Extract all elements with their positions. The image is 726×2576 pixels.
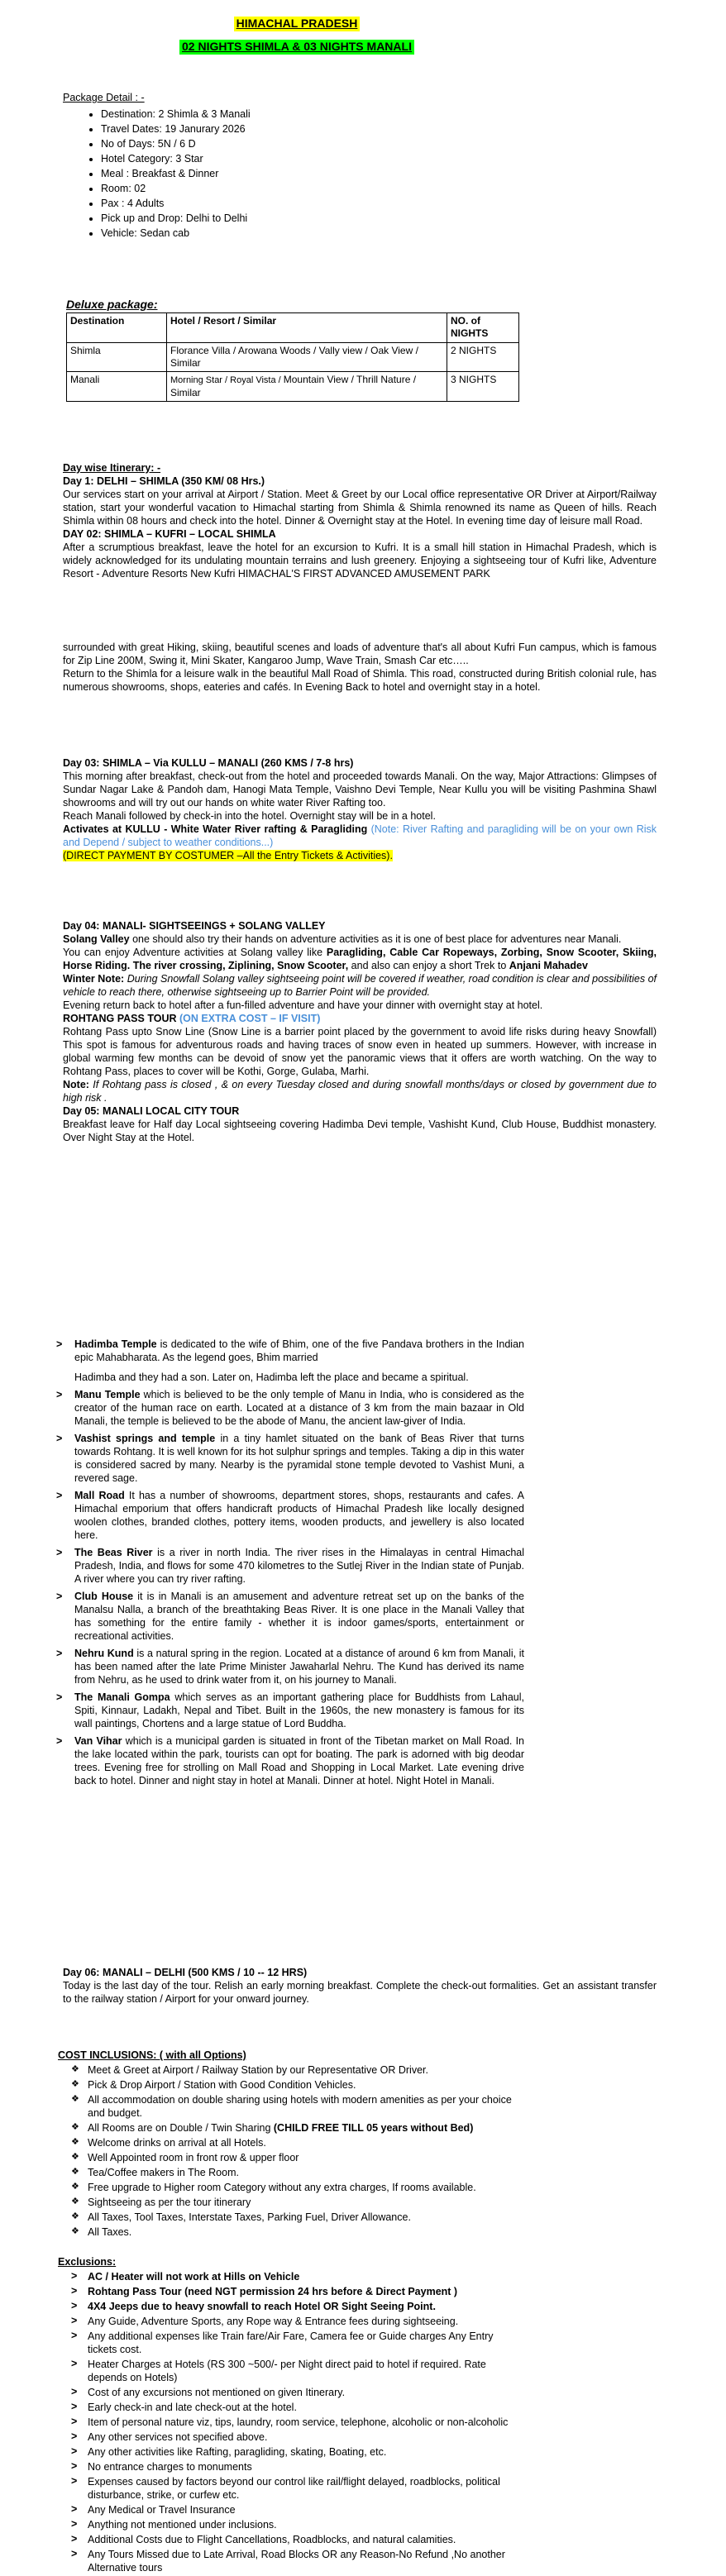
exclusion-item [71,2270,524,2283]
place-description-extra: Hadimba and they had a son. Later on, Hadimba left the place and became a spiritual. [74,1371,469,1383]
rohtang-note-label: Note: [63,1079,89,1090]
rohtang-title-row [63,1012,657,1025]
exclusion-item [71,2358,524,2384]
col-destination: Destination [67,312,167,342]
day3-direct-payment: (DIRECT PAYMENT BY COSTUMER –All the Entry Tickets & Activities). [63,850,393,861]
inclusions-section [0,2049,594,2240]
day2-text: After a scrumptious breakfast, leave the hotel for an excursion to Kufri. It is a small hill station in Himachal Pradesh, which is widely acknowledged for its undulating mountain terrains and lush greenery. Enjoying a sightseeing tour of Kufri like, Adventure Resort - Adventure Resorts New Kufri HIMACHAL'S FIRST ADVANCED AMUSEMENT PARK [63,541,657,580]
day4-trek: Anjani Mahadev [509,960,588,971]
arrow-bullet-icon: > [71,2416,78,2427]
hotel-small-text: Morning Star / Royal Vista / [170,375,284,386]
day3-activity [63,823,657,849]
place-item [56,1388,524,1428]
list-item: • Pick up and Drop: Delhi to Delhi [101,212,657,225]
exclusions-heading: Exclusions: [58,2256,117,2268]
place-item [56,1338,524,1384]
arrow-icon: > [56,1490,63,1501]
places-list [0,1338,594,1787]
day3-section [0,756,726,862]
exclusion-item [71,2518,524,2531]
list-item: • Vehicle: Sedan cab [101,227,657,240]
day1-title: Day 1: DELHI – SHIMLA (350 KM/ 08 Hrs.) [63,475,265,487]
day4-p2-text-b: and also can enjoy a short Trek to [348,960,509,971]
place-item [56,1590,524,1643]
list-item: • Travel Dates: 19 Janurary 2026 [101,122,657,136]
rohtang-title: ROHTANG PASS TOUR [63,1013,177,1024]
day6-text: Today is the last day of the tour. Relish an early morning breakfast. Complete the check-out formalities. Get an assistant transfer to the railway station / Airport for your onward journey. [63,1980,657,2005]
exclusion-text: Expenses caused by factors beyond our control like rail/flight delayed, roadblocks, political disturbance, strike, or curfew etc. [88,2476,500,2501]
exclusion-item [71,2416,524,2429]
arrow-bullet-icon: > [71,2431,78,2442]
day4-evening: Evening return back to hotel after a fun-filled adventure and have your dinner with overnight stay at hotel. [63,999,543,1011]
exclusion-text: Early check-in and late check-out at the hotel. [88,2402,297,2413]
deluxe-table [66,312,519,402]
place-name: The Beas River [74,1547,153,1558]
arrow-bullet-icon: > [71,2503,78,2515]
day1-text: Our services start on your arrival at Airport / Station. Meet & Greet by our Local office representative OR Driver at Airport/Railway station, start your wonderful vacation to Himachal starting from Shimla & Shimla renowned its name as Queen of hills. Reach Shimla within 08 hours and check into the hotel. Dinner & Overnight stay at the Hotel. In evening time day of leisure mall Road. [63,489,657,527]
place-description: is a river in north India. The river rises in the Himalayas in central Himachal Pradesh, India, and flows for some 470 kilometres to the Sutlej River in the Indian state of Punjab. A river where you can try river rafting. [74,1547,524,1585]
inclusion-item [71,2093,524,2120]
exclusion-text: Any Guide, Adventure Sports, any Rope way & Entrance fees during sightseeing. [88,2316,459,2327]
exclusion-item [71,2315,524,2328]
inclusion-text: All Taxes, Tool Taxes, Interstate Taxes, Parking Fuel, Driver Allowance. [88,2211,411,2223]
document-title: HIMACHAL PRADESH [234,17,361,31]
diamond-bullet-icon: ❖ [71,2152,79,2162]
deluxe-section [0,298,594,402]
place-item [56,1734,525,1787]
inclusion-item [71,2225,524,2239]
arrow-bullet-icon: > [71,2285,78,2297]
hotel-text: Mountain View / Thrill Nature / Similar [170,374,417,398]
exclusion-text: Heater Charges at Hotels (RS 300 ~500/- per Night direct paid to hotel if required. Rate depends on Hotels) [88,2359,486,2383]
day5-title: Day 05: MANALI LOCAL CITY TOUR [63,1105,240,1117]
inclusion-item [71,2121,524,2135]
day2-text-mall-road: Return to the Shimla for a leisure walk in the beautiful Mall Road of Shimla. This road, constructed during British colonial rule, has numerous showrooms, shops, eateries and cafés. In Evening Back to hotel and overnight stay in a hotel. [63,668,657,693]
arrow-bullet-icon: > [71,2358,78,2369]
inclusion-text: Tea/Coffee makers in The Room. [88,2167,239,2178]
arrow-icon: > [56,1691,63,1703]
inclusion-text: Pick & Drop Airport / Station with Good Condition Vehicles. [88,2079,356,2091]
day4-winter-note [63,972,657,999]
day4-p2 [63,946,657,972]
rohtang-note-text: If Rohtang pass is closed , & on every Tuesday closed and during snowfall months/days or closed by government due to high risk . [63,1079,657,1104]
col-nights: NO. of NIGHTS [447,312,519,342]
exclusion-text: Additional Costs due to Flight Cancellations, Roadblocks, and natural calamities. [88,2534,456,2545]
place-name: The Manali Gompa [74,1691,170,1703]
place-description: in a tiny hamlet situated on the bank of Beas River that turns towards Rohtang. It is well known for its hot sulphur springs and temples. Taking a dip in this water is considered sacred by many. Nearby is the pyramidal stone temple devoted to Vashist Muni, a revered sage. [74,1433,524,1484]
arrow-bullet-icon: > [71,2386,78,2397]
package-detail-list [63,107,657,240]
arrow-bullet-icon: > [71,2315,78,2326]
day6-section [0,1966,726,2006]
rohtang-note [63,1078,657,1104]
place-item [56,1647,524,1686]
diamond-bullet-icon: ❖ [71,2182,79,2192]
exclusion-text: Anything not mentioned under inclusions. [88,2519,277,2531]
arrow-bullet-icon: > [71,2401,78,2412]
list-item: • Room: 02 [101,182,657,195]
inclusion-text: Sightseeing as per the tour itinerary [88,2197,251,2208]
place-description: which is a municipal garden is situated in front of the Tibetan market on Mall Road. In the lake located within the park, tourists can opt for boating. The park is adorned with big deodar trees. Evening free for strolling on Mall Road and Shopping in Local Market. Late evening drive back to hotel. Dinner and night stay in hotel at Manali. Dinner at hotel. Night Hotel in Manali. [74,1735,525,1787]
diamond-bullet-icon: ❖ [71,2167,79,2177]
winter-note-text: During Snowfall Solang valley sightseeing point will be covered if weather, road condition is clear and possibilities of vehicle to reach there, otherwise sightseeing up to Barrier Point will be provided. [63,973,657,998]
inclusion-item [71,2211,524,2224]
place-description: It has a number of showrooms, department stores, shops, restaurants and cafes. A Himachal emporium that offers handicraft products of Himachal Pradesh like locally designed woolen clothes, branded clothes, pottery items, wooden products, and jewellery is also located here. [74,1490,524,1541]
place-name: Nehru Kund [74,1648,134,1659]
exclusion-text: Any Medical or Travel Insurance [88,2504,236,2516]
place-name: Mall Road [74,1490,125,1501]
list-item: • Meal : Breakfast & Dinner [101,167,657,180]
diamond-bullet-icon: ❖ [71,2211,79,2221]
arrow-bullet-icon: > [71,2330,78,2341]
arrow-icon: > [56,1433,63,1444]
place-description: which is believed to be the only temple of Manu in India, who is considered as the creator of the human race on earth. Located at a distance of 3 km from the main bazaar in Old Manali, the temple is believed to be the abode of Manu, the ancient law-giver of India. [74,1389,524,1427]
cell-nights: 3 NIGHTS [447,372,519,402]
place-item [56,1489,524,1542]
inclusion-text: All Rooms are on Double / Twin Sharing [88,2122,274,2134]
table-row [67,342,519,372]
arrow-bullet-icon: > [71,2475,78,2487]
inclusion-text: All Taxes. [88,2226,132,2238]
rohtang-text: Rohtang Pass upto Snow Line (Snow Line is a barrier point placed by the government to avoid life risks during heavy Snowfall) This spot is famous for adventurous roads and having traces of snow even in heated up summers. However, with increase in global warming few months can be devoid of snow yet the panoramic views that it offers are worth watching. On the way to Rohtang Pass, places to cover will be Kothi, Gorge, Gulaba, Marhi. [63,1026,657,1077]
exclusion-text: Any other activities like Rafting, paragliding, skating, Boating, etc. [88,2446,387,2458]
exclusion-text: Rohtang Pass Tour (need NGT permission 24 hrs before & Direct Payment ) [88,2286,458,2297]
place-name: Club House [74,1591,134,1602]
day3-activity-bold: Activates at KULLU - White Water River rafting & Paragliding [63,823,368,835]
exclusion-item [71,2330,524,2356]
solang-valley-label: Solang Valley [63,933,130,945]
diamond-bullet-icon: ❖ [71,2226,79,2236]
exclusion-text: Item of personal nature viz, tips, laundry, room service, telephone, alcoholic or non-alcoholic [88,2416,509,2428]
exclusion-item [71,2503,524,2516]
exclusion-item [71,2285,524,2298]
arrow-icon: > [56,1547,63,1558]
place-name: Manu Temple [74,1389,141,1400]
inclusion-text: All accommodation on double sharing using hotels with modern amenities as per your choice and budget. [88,2094,512,2119]
package-detail-section [0,91,726,241]
exclusions-section [0,2255,594,2576]
day3-title: Day 03: SHIMLA – Via KULLU – MANALI (260 KMS / 7-8 hrs) [63,757,354,769]
day6-title: Day 06: MANALI – DELHI (500 KMS / 10 -- 12 HRS) [63,1967,308,1978]
document-header [0,17,594,31]
cell-hotel: Florance Villa / Arowana Woods / Vally view / Oak View / Similar [167,342,447,372]
day2-title: DAY 02: SHIMLA – KUFRI – LOCAL SHIMLA [63,528,276,540]
arrow-icon: > [56,1735,63,1747]
day3-text: This morning after breakfast, check-out from the hotel and proceeded towards Manali. On the way, Major Attractions: Glimpses of Sundar Nagar Lake & Pandoh dam, Hanogi Mata Temple, Vaishno Devi Temple, Near Kullu you will be visiting Pashmina Shawl showrooms and will try out our hands on white water River Rafting too. [63,770,657,809]
col-hotel: Hotel / Resort / Similar [167,312,447,342]
day2-text-continued: surrounded with great Hiking, skiing, beautiful scenes and loads of adventure that's all about Kufri Fun campus, which is famous for Zip Line 200M, Swing it, Mini Skater, Kangaroo Jump, Wave Train, Smash Car etc….. [63,642,657,666]
day4-section [0,919,726,1144]
exclusion-item [71,2533,524,2546]
inclusion-bold-text: (CHILD FREE TILL 05 years without Bed) [273,2122,474,2134]
subtitle-row [0,40,594,55]
exclusion-item [71,2548,524,2574]
place-item [56,1546,524,1586]
itinerary-heading: Day wise Itinerary: - [63,462,161,474]
place-name: Hadimba Temple [74,1338,157,1350]
list-item: • No of Days: 5N / 6 D [101,137,657,150]
diamond-bullet-icon: ❖ [71,2122,79,2132]
diamond-bullet-icon: ❖ [71,2094,79,2104]
exclusion-item [71,2460,524,2473]
exclusion-item [71,2431,524,2444]
arrow-bullet-icon: > [71,2300,78,2311]
arrow-icon: > [56,1591,63,1602]
exclusion-text: 4X4 Jeeps due to heavy snowfall to reach Hotel OR Sight Seeing Point. [88,2301,436,2312]
inclusion-text: Well Appointed room in front row & upper floor [88,2152,299,2163]
inclusion-text: Free upgrade to Higher room Category without any extra charges, If rooms available. [88,2182,476,2193]
exclusion-item [71,2445,524,2459]
diamond-bullet-icon: ❖ [71,2064,79,2074]
cell-nights: 2 NIGHTS [447,342,519,372]
place-item [56,1691,524,1730]
arrow-bullet-icon: > [71,2518,78,2530]
document-subtitle: 02 NIGHTS SHIMLA & 03 NIGHTS MANALI [179,40,414,55]
arrow-bullet-icon: > [71,2270,78,2282]
inclusions-list [0,2063,594,2239]
inclusion-item [71,2196,524,2209]
day3-activity-note: (Note: River Rafting and paragliding will be on your own Risk and Depend / subject to weather conditions...) [63,823,657,848]
day4-p2-text: You can enjoy Adventure activities at Solang valley like [63,947,327,958]
inclusion-item [71,2063,524,2077]
inclusion-text: Meet & Greet at Airport / Railway Station by our Representative OR Driver. [88,2064,428,2076]
inclusion-item [71,2078,524,2092]
itinerary-continued [0,641,726,694]
diamond-bullet-icon: ❖ [71,2079,79,2089]
day4-activities: Paragliding, Cable Car Ropeways, Zorbing, Snow Scooter, Skiing, Horse Riding. The river crossing, Ziplining, Snow Scooter, [63,947,657,971]
exclusion-item [71,2386,524,2399]
place-description: is a natural spring in the region. Located at a distance of around 6 km from Manali, it has been named after the late Prime Minister Jawaharlal Nehru. The Kund has derived its name from Nehru, as he used to drink water from it, on his journey to Manali. [74,1648,524,1686]
arrow-bullet-icon: > [71,2460,78,2472]
rohtang-extra-cost: (ON EXTRA COST – IF VISIT) [176,1013,321,1024]
day5-text: Breakfast leave for Half day Local sightseeing covering Hadimba Devi temple, Vashisht Kund, Club House, Buddhist monastery. Over Night Stay at the Hotel. [63,1119,657,1143]
day3-direct-row [63,849,657,862]
cell-destination: Manali [67,372,167,402]
place-description: is dedicated to the wife of Bhim, one of the five Pandava brothers in the Indian epic Mahabharata. As the legend goes, Bhim married [74,1338,524,1363]
exclusion-text: Any additional expenses like Train fare/Air Fare, Camera fee or Guide charges Any Entry tickets cost. [88,2330,494,2355]
inclusion-item [71,2151,524,2164]
itinerary-section [0,461,726,580]
table-row [67,372,519,402]
place-item [56,1432,524,1485]
cell-destination: Shimla [67,342,167,372]
place-name: Van Vihar [74,1735,122,1747]
arrow-bullet-icon: > [71,2533,78,2545]
package-detail-heading: Package Detail : - [63,92,145,103]
inclusions-heading: COST INCLUSIONS: ( with all Options) [58,2049,246,2061]
arrow-icon: > [56,1389,63,1400]
inclusion-item [71,2181,524,2194]
exclusion-text: Any Tours Missed due to Late Arrival, Road Blocks OR any Reason-No Refund ,No another Alternative tours [88,2549,505,2574]
inclusion-item [71,2166,524,2179]
arrow-bullet-icon: > [71,2548,78,2559]
day3-text-reach: Reach Manali followed by check-in into the hotel. Overnight stay will be in a hotel. [63,810,436,822]
table-header-row [67,312,519,342]
day4-title: Day 04: MANALI- SIGHTSEEINGS + SOLANG VALLEY [63,920,326,932]
arrow-icon: > [56,1648,63,1659]
exclusions-list [0,2270,594,2574]
exclusion-item [71,2475,524,2502]
exclusion-text: No entrance charges to monuments [88,2461,252,2473]
exclusion-item [71,2401,524,2414]
place-name: Vashist springs and temple [74,1433,216,1444]
day4-p1 [63,933,657,946]
exclusion-text: Any other services not specified above. [88,2431,268,2443]
exclusion-item [71,2300,524,2313]
cell-hotel [167,372,447,402]
place-description: it is in Manali is an amusement and adventure retreat set up on the banks of the Manalsu Nalla, a branch of the breathtaking Beas River. It is one place in the Manali Valley that has something for the entire family - whether it is indoor games/sports, entertainment or recreational activities. [74,1591,524,1642]
diamond-bullet-icon: ❖ [71,2137,79,2147]
place-description: which serves as an important gathering place for Buddhists from Lahaul, Spiti, Kinnaur, Ladakh, Nepal and Tibet. Built in the 1960s, the new monastery is famous for its wall paintings, Chortens and a large statue of Lord Buddha. [74,1691,524,1729]
day4-p1-text: one should also try their hands on adventure activities as it is one of best place for adventures near Manali. [129,933,622,945]
diamond-bullet-icon: ❖ [71,2197,79,2206]
list-item: • Hotel Category: 3 Star [101,152,657,165]
exclusion-text: AC / Heater will not work at Hills on Vehicle [88,2271,300,2283]
exclusion-text: Cost of any excursions not mentioned on given Itinerary. [88,2387,346,2398]
places-section [0,1335,594,1791]
winter-note-label: Winter Note: [63,973,125,985]
list-item: • Destination: 2 Shimla & 3 Manali [101,107,657,121]
deluxe-heading: Deluxe package: [66,298,158,311]
inclusion-text: Welcome drinks on arrival at all Hotels. [88,2137,266,2149]
arrow-bullet-icon: > [71,2445,78,2457]
inclusion-item [71,2136,524,2149]
arrow-icon: > [56,1338,63,1350]
list-item: • Pax : 4 Adults [101,197,657,210]
